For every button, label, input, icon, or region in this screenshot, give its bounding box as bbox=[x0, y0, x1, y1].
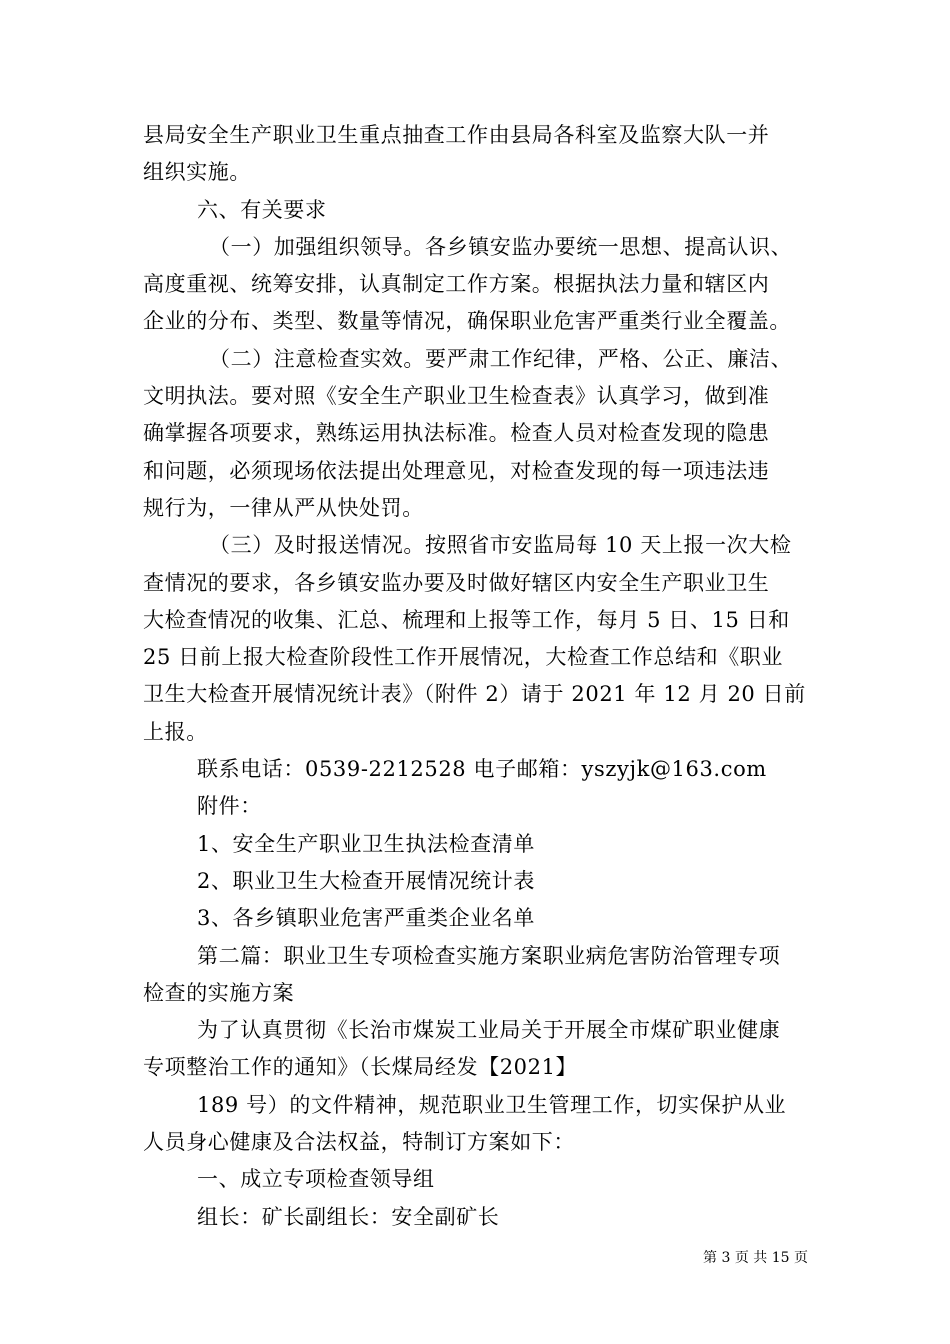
text-line: 卫生大检查开展情况统计表》（附件 2）请于 2021 年 12 月 20 日前 bbox=[143, 682, 806, 707]
section-heading: 第二篇：职业卫生专项检查实施方案职业病危害防治管理专项 bbox=[197, 943, 781, 968]
text-line: 查情况的要求，各乡镇安监办要及时做好辖区内安全生产职业卫生 bbox=[143, 570, 770, 595]
attachment-item: 1、安全生产职业卫生执法检查清单 bbox=[197, 831, 535, 856]
contact-line: 联系电话：0539-2212528 电子邮箱：yszyjk@163.com bbox=[197, 757, 767, 782]
text-line: 高度重视、统筹安排，认真制定工作方案。根据执法力量和辖区内 bbox=[143, 272, 770, 297]
text-line: 和问题，必须现场依法提出处理意见，对检查发现的每一项违法违 bbox=[143, 458, 770, 483]
text-line: 人员身心健康及合法权益，特制订方案如下： bbox=[143, 1130, 575, 1155]
section-heading: 六、有关要求 bbox=[197, 197, 327, 222]
attachment-item: 3、各乡镇职业危害严重类企业名单 bbox=[197, 906, 535, 931]
text-line: 企业的分布、类型、数量等情况，确保职业危害严重类行业全覆盖。 bbox=[143, 309, 791, 334]
text-line: 大检查情况的收集、汇总、梳理和上报等工作，每月 5 日、15 日和 bbox=[143, 607, 790, 632]
page-number: 第 3 页 共 15 页 bbox=[703, 1250, 808, 1266]
text-line: 189 号）的文件精神，规范职业卫生管理工作，切实保护从业 bbox=[197, 1092, 787, 1117]
text-line: 规行为，一律从严从快处罚。 bbox=[143, 495, 424, 520]
document-body bbox=[143, 117, 809, 1236]
text-line: （二）注意检查实效。要严肃工作纪律，严格、公正、廉洁、 bbox=[209, 346, 793, 371]
text-line: 25 日前上报大检查阶段性工作开展情况，大检查工作总结和《职业 bbox=[143, 645, 783, 670]
text-line: 检查的实施方案 bbox=[143, 980, 295, 1005]
attachments-label: 附件： bbox=[197, 794, 262, 819]
text-line: 县局安全生产职业卫生重点抽查工作由县局各科室及监察大队一并 bbox=[143, 123, 770, 147]
text-line: （三）及时报送情况。按照省市安监局每 10 天上报一次大检 bbox=[209, 533, 792, 558]
text-line: 专项整治工作的通知》（长煤局经发【2021】 bbox=[143, 1055, 578, 1080]
section-heading: 一、成立专项检查领导组 bbox=[197, 1167, 435, 1192]
text-line: 组长：矿长副组长：安全副矿长 bbox=[197, 1204, 500, 1229]
text-line: 确掌握各项要求，熟练运用执法标准。检查人员对检查发现的隐患 bbox=[143, 421, 770, 446]
text-line: 为了认真贯彻《长治市煤炭工业局关于开展全市煤矿职业健康 bbox=[197, 1018, 781, 1043]
text-line: 上报。 bbox=[143, 719, 208, 744]
attachment-item: 2、职业卫生大检查开展情况统计表 bbox=[197, 868, 535, 893]
text-line: 文明执法。要对照《安全生产职业卫生检查表》认真学习，做到准 bbox=[143, 384, 770, 409]
text-line: 组织实施。 bbox=[143, 160, 251, 185]
text-line: （一）加强组织领导。各乡镇安监办要统一思想、提高认识、 bbox=[209, 234, 793, 259]
